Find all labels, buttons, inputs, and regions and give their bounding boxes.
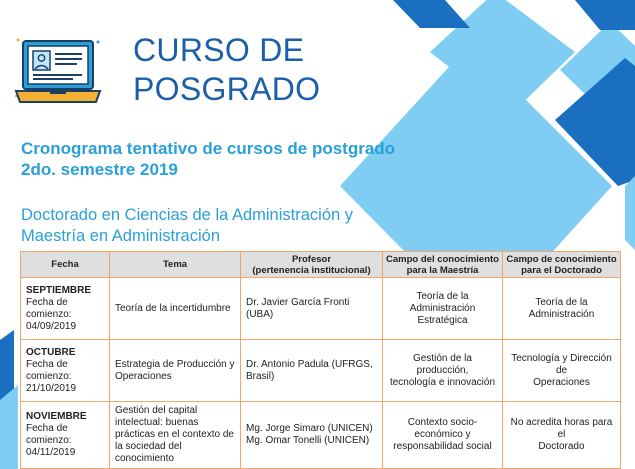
- row-doctorado-line-1: No acredita horas para el: [510, 417, 613, 440]
- header-campo-maestria: [383, 252, 503, 278]
- laptop-profile-icon: [14, 36, 102, 110]
- deco-dark-top-right: [575, 0, 635, 30]
- cell-campo-maestria: [383, 278, 503, 340]
- row-maestria-line-2: tecnología e innovación: [389, 376, 496, 388]
- row-maestria-line-2: Estratégica: [417, 314, 468, 326]
- cell-fecha: [21, 340, 110, 402]
- table-row: [21, 340, 621, 402]
- row-doctorado-line-2: Operaciones: [533, 376, 590, 388]
- row-month: OCTUBRE: [26, 346, 76, 358]
- subtitle-line-1: Cronograma tentativo de cursos de postgrado: [21, 139, 396, 158]
- course-schedule-table: [20, 251, 621, 469]
- table-header-row: [21, 252, 621, 278]
- row-start-date: 04/11/2019: [26, 447, 76, 458]
- program-line-1: Doctorado en Ciencias de la Administración y: [21, 206, 354, 224]
- row-profesor: Mg. Jorge Simaro (UNICEN): [246, 423, 373, 434]
- header-campo-doctorado: [503, 252, 621, 278]
- cell-tema: Teoría de la incertidumbre: [110, 278, 241, 340]
- header-campo-maestria-line-1: Campo del conocimiento: [386, 253, 499, 265]
- title-line-2: POSGRADO: [133, 71, 321, 107]
- subtitle-line-2: 2do. semestre 2019: [21, 160, 178, 179]
- row-profesor: Dr. Antonio Padula (UFRGS, Brasil): [246, 358, 373, 382]
- row-doctorado-line-1: Teoría de la: [535, 296, 588, 308]
- header-campo-maestria-line-2: para la Maestría: [406, 264, 479, 276]
- row-month: SEPTIEMBRE: [26, 284, 92, 296]
- row-maestria-line-1: Contexto socio-económico y: [407, 417, 478, 440]
- title-line-1: CURSO DE: [133, 32, 305, 68]
- row-profesor: Dr. Javier García Fronti (UBA): [246, 296, 350, 320]
- cell-campo-doctorado: [503, 278, 621, 340]
- row-start-date: 04/09/2019: [26, 320, 77, 332]
- row-doctorado-line-2: Administración: [528, 308, 595, 320]
- row-doctorado-line-2: Doctorado: [538, 441, 585, 452]
- row-start-label: Fecha de comienzo:: [26, 423, 72, 446]
- row-month: NOVIEMBRE: [26, 411, 87, 422]
- row-start-date: 21/10/2019: [26, 382, 77, 394]
- cell-profesor: [241, 278, 383, 340]
- row-maestria-line-1: Gestión de la producción,: [413, 352, 472, 376]
- table-row: [21, 278, 621, 340]
- table-row: [21, 402, 621, 469]
- cell-campo-maestria: [383, 402, 503, 469]
- program-heading: [21, 205, 353, 247]
- row-maestria-line-1: Teoría de la Administración: [409, 290, 476, 314]
- header-profesor: [241, 252, 383, 278]
- cell-fecha: [21, 278, 110, 340]
- row-start-label: Fecha de comienzo:: [26, 296, 72, 320]
- cell-campo-maestria: [383, 340, 503, 402]
- header-tema: Tema: [110, 252, 241, 278]
- row-profesor-2: Mg. Omar Tonelli (UNICEN): [246, 435, 370, 446]
- deco-dark-top-strip: [393, 0, 470, 28]
- schedule-subtitle: [21, 138, 395, 180]
- row-start-label: Fecha de comienzo:: [26, 358, 72, 382]
- cell-campo-doctorado: [503, 340, 621, 402]
- header-fecha: Fecha: [21, 252, 110, 278]
- page-title: [133, 31, 320, 109]
- row-doctorado-line-1: Tecnología y Dirección de: [511, 352, 612, 376]
- program-line-2: Maestría en Administración: [21, 227, 221, 245]
- row-maestria-line-2: responsabilidad social: [393, 441, 492, 452]
- header-campo-doctorado-line-1: Campo de conocimiento: [506, 253, 617, 265]
- cell-tema: Estrategia de Producción y Operaciones: [110, 340, 241, 402]
- cell-fecha: [21, 402, 110, 469]
- deco-light-right-edge: [625, 176, 635, 250]
- cell-tema: Gestión del capital intelectual: buenas prácticas en el contexto de la sociedad del conocimiento: [110, 402, 241, 469]
- header-profesor-line-2: (pertenencia institucional): [252, 264, 371, 276]
- header-campo-doctorado-line-2: para el Doctorado: [521, 264, 602, 276]
- cell-profesor: [241, 340, 383, 402]
- cell-profesor: [241, 402, 383, 469]
- cell-campo-doctorado: [503, 402, 621, 469]
- header-profesor-line-1: Profesor: [291, 253, 332, 265]
